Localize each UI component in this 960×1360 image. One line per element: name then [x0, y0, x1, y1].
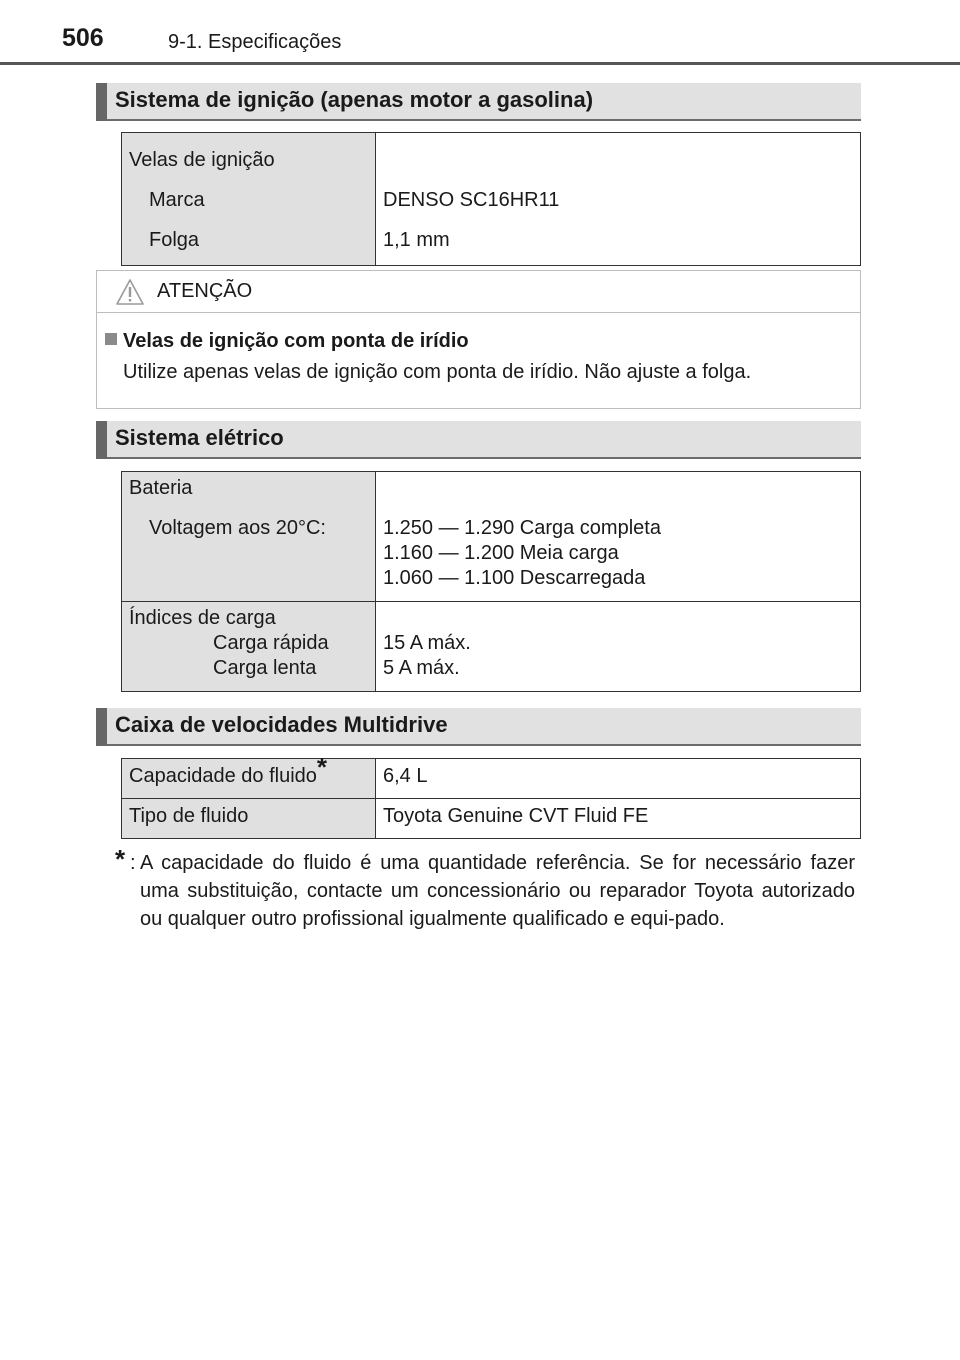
fluid-type-value: Toyota Genuine CVT Fluid FE [383, 805, 649, 827]
footnote: * : A capacidade do fluido é uma quantidade referência. Se for necessário fazer uma substituição, contacte um concessionário ou reparador Toyota autorizado ou qualquer outro profissional igualmente qualificado e equi-pado. [115, 849, 855, 933]
page-number: 506 [62, 24, 104, 52]
fast-charge-value: 15 A máx. [383, 632, 471, 654]
warning-text: Utilize apenas velas de ignição com ponta de irídio. Não ajuste a folga. [123, 361, 752, 383]
section-label: 9-1. Especificações [168, 31, 342, 53]
gap-value: 1,1 mm [383, 229, 450, 251]
spark-plugs-label: Velas de ignição [129, 149, 275, 171]
header-divider [0, 62, 960, 65]
brand-value: DENSO SC16HR11 [383, 189, 560, 211]
ignition-values-cell [376, 133, 861, 266]
electrical-spec-table [121, 471, 861, 692]
charge-rates-label: Índices de carga [129, 607, 276, 629]
fluid-type-label: Tipo de fluido [129, 805, 249, 827]
ignition-labels-cell [122, 133, 376, 266]
battery-values-cell [376, 472, 861, 602]
section-bar [96, 83, 107, 121]
slow-charge-value: 5 A máx. [383, 657, 460, 679]
electrical-section-header [96, 421, 861, 459]
voltage-label: Voltagem aos 20°C: [149, 517, 326, 539]
section-bar [96, 708, 107, 746]
ignition-section-header [96, 83, 861, 121]
battery-labels-cell [122, 472, 376, 602]
capacity-value-cell [376, 759, 861, 799]
warning-header [97, 271, 860, 313]
fast-charge-label: Carga rápida [213, 632, 329, 654]
warning-title: Velas de ignição com ponta de irídio [123, 330, 469, 352]
warning-box [96, 270, 861, 409]
voltage-value-discharged: 1.060 — 1.100 Descarregada [383, 567, 646, 589]
page-header [0, 0, 960, 70]
slow-charge-label: Carga lenta [213, 657, 317, 679]
footnote-asterisk: * [115, 844, 126, 874]
warning-triangle-icon [115, 278, 145, 306]
gap-label: Folga [149, 229, 200, 251]
brand-label: Marca [149, 189, 205, 211]
square-bullet-icon [105, 333, 117, 345]
electrical-section-title: Sistema elétrico [115, 425, 284, 450]
footnote-text: A capacidade do fluido é uma quantidade referência. Se for necessário fazer uma substituição, contacte um concessionário ou reparador Toyota autorizado ou qualquer outro profissional igualmente qualificado e equi-pado. [140, 852, 855, 930]
transmission-section-title: Caixa de velocidades Multidrive [115, 712, 448, 737]
fluid-capacity-label: Capacidade do fluido* [129, 752, 328, 787]
capacity-label-cell [122, 752, 376, 799]
charge-labels-cell [122, 602, 376, 692]
warning-label: ATENÇÃO [157, 280, 253, 302]
transmission-section-header [96, 708, 861, 746]
type-value-cell [376, 799, 861, 839]
voltage-value-half: 1.160 — 1.200 Meia carga [383, 542, 619, 564]
battery-label: Bateria [129, 477, 193, 499]
charge-values-cell [376, 602, 861, 692]
voltage-value-full: 1.250 — 1.290 Carga completa [383, 517, 661, 539]
asterisk-mark: * [316, 752, 328, 783]
transmission-spec-table [121, 752, 861, 839]
fluid-capacity-value: 6,4 L [383, 765, 428, 787]
ignition-spec-table [121, 132, 861, 266]
type-label-cell [122, 799, 376, 839]
ignition-section-title: Sistema de ignição (apenas motor a gasolina) [115, 87, 594, 112]
section-bar [96, 421, 107, 459]
